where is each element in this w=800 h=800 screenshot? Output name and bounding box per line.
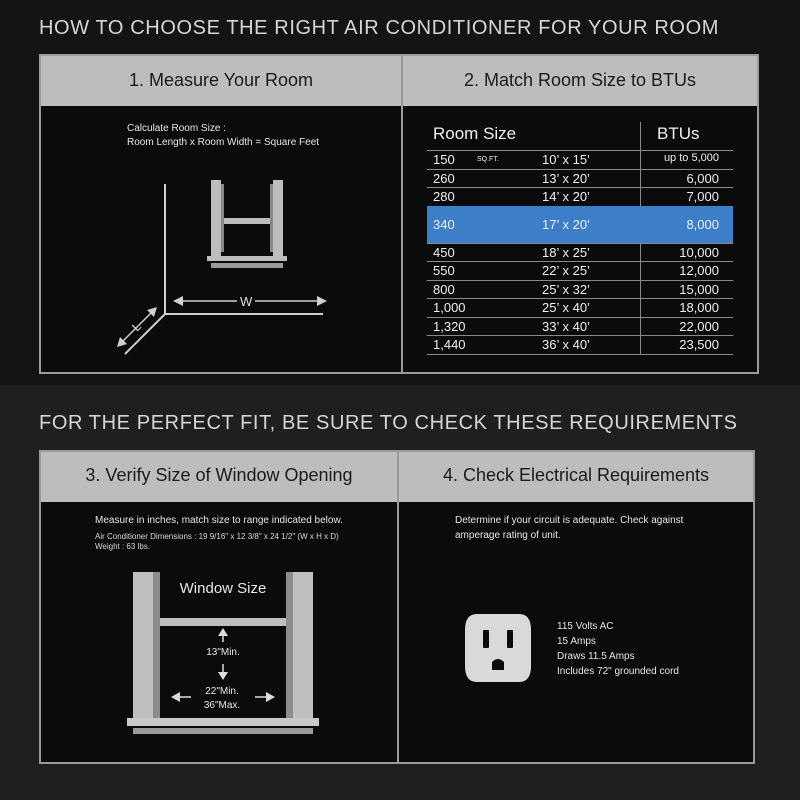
row-room-size: 800 bbox=[433, 281, 455, 297]
panel-window-opening bbox=[39, 450, 399, 764]
ac-weight: Weight : 63 lbs. bbox=[95, 542, 150, 551]
row-room-size: 340 bbox=[433, 216, 455, 232]
outlet-icon bbox=[463, 612, 533, 684]
btu-table-header bbox=[427, 122, 733, 150]
width-max-label: 36"Max. bbox=[203, 700, 241, 711]
row-btu: 10,000 bbox=[679, 244, 719, 260]
table-row bbox=[427, 243, 733, 262]
table-row bbox=[427, 187, 733, 206]
ac-dimensions: Air Conditioner Dimensions : 19 9/16" x 12 3/8" x 24 1/2" (W x H x D) bbox=[95, 532, 339, 541]
row-dimensions: 10’ x 15’ bbox=[542, 152, 590, 167]
table-bottom-border bbox=[427, 354, 733, 355]
row-btu: 12,000 bbox=[679, 263, 719, 278]
window-instructions: Measure in inches, match size to range indicated below. bbox=[95, 515, 343, 526]
row-btu: 6,000 bbox=[686, 170, 719, 186]
spec-amps: 15 Amps bbox=[557, 636, 596, 647]
table-row bbox=[427, 335, 733, 354]
table-row-highlighted bbox=[427, 206, 733, 243]
panel-heading-measure: 1. Measure Your Room bbox=[41, 56, 401, 106]
row-btu: 22,000 bbox=[679, 318, 719, 334]
row-btu: up to 5,000 bbox=[663, 152, 719, 164]
panel-heading-window: 3. Verify Size of Window Opening bbox=[41, 452, 397, 502]
spec-cord: Includes 72" grounded cord bbox=[557, 666, 679, 677]
row-room-size: 260 bbox=[433, 170, 455, 186]
row-btu: 15,000 bbox=[679, 281, 719, 297]
table-row bbox=[427, 298, 733, 317]
width-min-label: 22"Min. bbox=[205, 686, 239, 697]
room-diagram bbox=[41, 56, 401, 372]
panel-heading-electrical: 4. Check Electrical Requirements bbox=[399, 452, 753, 502]
length-label: L bbox=[129, 319, 144, 335]
table-row bbox=[427, 169, 733, 188]
table-row bbox=[427, 261, 733, 280]
row-dimensions: 14’ x 20’ bbox=[542, 189, 590, 204]
row-room-size: 450 bbox=[433, 244, 455, 260]
row-room-size: 150 bbox=[433, 152, 455, 167]
row-dimensions: 36’ x 40’ bbox=[542, 337, 590, 352]
table-row bbox=[427, 280, 733, 299]
window-size-label: Window Size bbox=[179, 580, 267, 597]
row-room-size: 1,000 bbox=[433, 300, 466, 315]
width-label: W bbox=[240, 294, 253, 309]
row-room-size: 1,320 bbox=[433, 318, 466, 334]
electrical-instructions-2: amperage rating of unit. bbox=[455, 530, 561, 541]
row-room-size: 280 bbox=[433, 189, 455, 204]
panel-measure-room bbox=[39, 54, 403, 374]
row-dimensions: 25’ x 32’ bbox=[542, 281, 590, 297]
table-row bbox=[427, 317, 733, 336]
row-room-size: 1,440 bbox=[433, 337, 466, 352]
window-unit-icon bbox=[207, 180, 287, 268]
row-btu: 18,000 bbox=[679, 300, 719, 315]
spec-draws: Draws 11.5 Amps bbox=[557, 651, 635, 662]
electrical-instructions-1: Determine if your circuit is adequate. Check against bbox=[455, 515, 684, 526]
row-btu: 7,000 bbox=[686, 189, 719, 204]
calc-line-1: Calculate Room Size : bbox=[127, 123, 226, 134]
row-dimensions: 33’ x 40’ bbox=[542, 318, 590, 334]
row-room-size: 550 bbox=[433, 263, 455, 278]
btu-table bbox=[427, 122, 733, 355]
height-min-label: 13"Min. bbox=[206, 647, 240, 658]
spec-volts: 115 Volts AC bbox=[557, 621, 614, 632]
row-dimensions: 25’ x 40’ bbox=[542, 300, 590, 315]
row-dimensions: 13’ x 20’ bbox=[542, 170, 590, 186]
row-btu: 23,500 bbox=[679, 337, 719, 352]
row-unit: SQ.FT. bbox=[477, 156, 499, 163]
window-diagram bbox=[41, 452, 397, 762]
row-dimensions: 22’ x 25’ bbox=[542, 263, 590, 278]
section-title-choose: HOW TO CHOOSE THE RIGHT AIR CONDITIONER FOR YOUR ROOM bbox=[39, 17, 720, 39]
table-row bbox=[427, 150, 733, 169]
section-title-requirements: FOR THE PERFECT FIT, BE SURE TO CHECK THESE REQUIREMENTS bbox=[39, 412, 738, 434]
calc-line-2: Room Length x Room Width = Square Feet bbox=[127, 137, 320, 148]
row-btu: 8,000 bbox=[686, 216, 719, 232]
panel-electrical bbox=[397, 450, 755, 764]
col-btus: BTUs bbox=[657, 124, 700, 143]
panel-heading-btu: 2. Match Room Size to BTUs bbox=[403, 56, 757, 106]
row-dimensions: 17’ x 20’ bbox=[542, 216, 590, 232]
row-dimensions: 18’ x 25’ bbox=[542, 244, 590, 260]
col-room-size: Room Size bbox=[433, 124, 517, 143]
